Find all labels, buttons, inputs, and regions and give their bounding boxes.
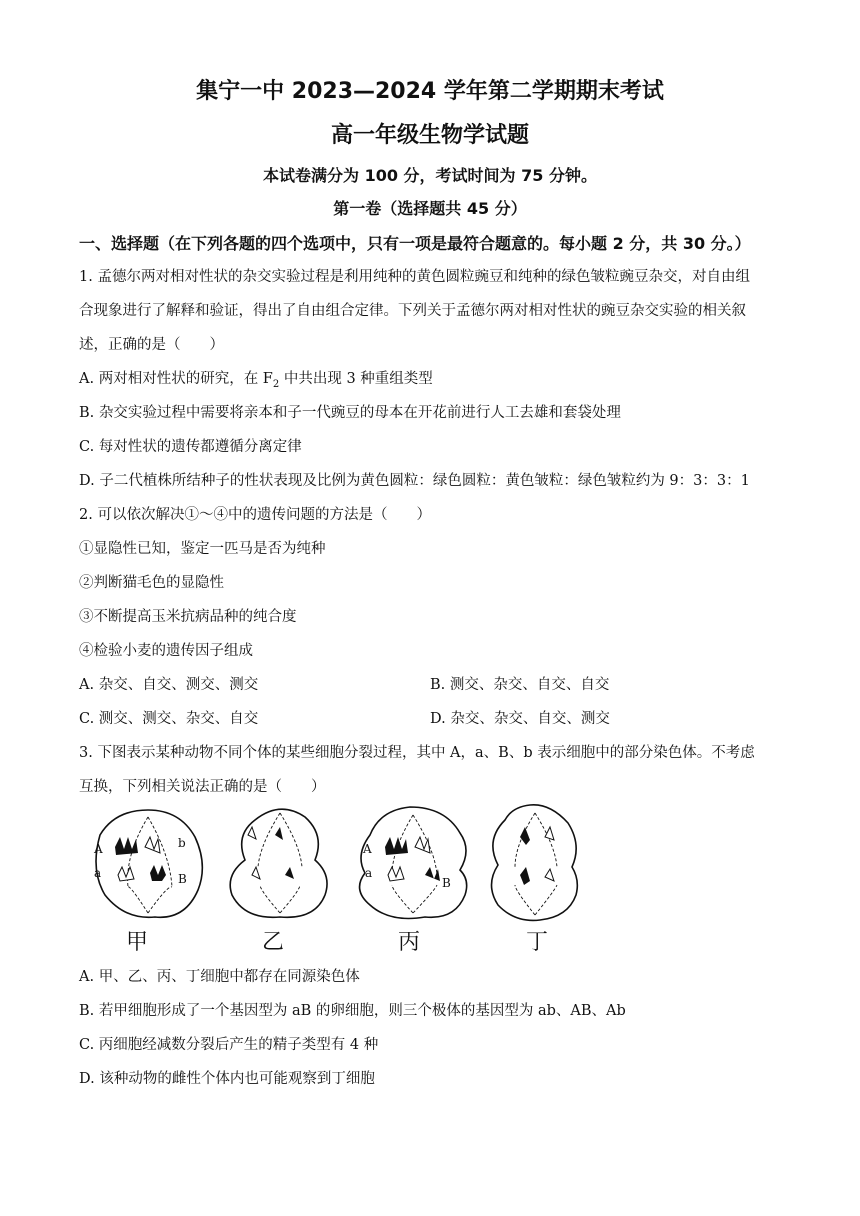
q2-item-4: ④检验小麦的遗传因子组成 [79,643,253,659]
q3-option-a: A. 甲、乙、丙、丁细胞中都存在同源染色体 [79,969,360,985]
volume-heading: 第一卷（选择题共 45 分） [333,199,527,218]
q2-stem: 2. 可以依次解决①～④中的遗传问题的方法是（ ） [79,507,431,523]
chrom-label-a-jia: a [94,866,102,880]
cell-ding-outline [492,805,578,921]
q1-stem-line-1: 1. 孟德尔两对相对性状的杂交实验过程是利用纯种的黄色圆粒豌豆和纯种的绿色皱粒豌豆杂交，对自由组 [79,269,750,285]
q2-item-1: ①显隐性已知，鉴定一匹马是否为纯种 [79,541,326,557]
cell-label-jia: 甲 [126,930,149,955]
q2-option-a: A. 杂交、自交、测交、测交 [79,677,259,693]
q1-option-c: C. 每对性状的遗传都遵循分离定律 [79,439,302,455]
q3-option-c: C. 丙细胞经减数分裂后产生的精子类型有 4 种 [79,1037,379,1053]
chrom-label-B-jia: B [178,872,187,886]
cell-label-yi: 乙 [262,930,285,955]
q1-option-a-sub: 2 [272,378,280,390]
chrom-label-B-bing: B [442,876,451,890]
q3-stem-line-2: 互换，下列相关说法正确的是（ ） [79,779,326,795]
cell-bing-outline [360,807,467,919]
chrom-label-a-bing: a [365,866,373,880]
exam-subtitle: 高一年级生物学试题 [330,123,529,148]
q1-option-a [79,367,433,390]
q3-option-b: B. 若甲细胞形成了一个基因型为 aB 的卵细胞，则三个极体的基因型为 ab、AB、Ab [79,1003,626,1019]
q1-stem-line-2: 合现象进行了解释和验证，得出了自由组合定律。下列关于孟德尔两对相对性状的豌豆杂交实验的相关叙 [79,303,746,319]
q2-option-c: C. 测交、测交、杂交、自交 [79,711,259,727]
cell-label-bing: 丙 [398,930,421,955]
exam-info: 本试卷满分为 100 分，考试时间为 75 分钟。 [263,166,597,185]
q2-item-2: ②判断猫毛色的显隐性 [79,575,224,591]
cell-division-figure [80,795,600,955]
q2-item-3: ③不断提高玉米抗病品种的纯合度 [79,609,297,625]
q2-option-d: D. 杂交、杂交、自交、测交 [430,711,610,727]
q1-option-a-pre: A. 两对相对性状的研究，在 F [79,371,273,387]
chrom-label-A-bing: A [363,842,372,856]
cell-jia-outline [96,810,202,917]
q3-stem-line-1: 3. 下图表示某种动物不同个体的某些细胞分裂过程，其中 A，a、B、b 表示细胞中的部分染色体。不考虑 [79,745,755,761]
cell-yi-outline [230,809,327,917]
cell-label-ding: 丁 [526,930,549,955]
q1-option-b: B. 杂交实验过程中需要将亲本和子一代豌豆的母本在开花前进行人工去雄和套袋处理 [79,405,621,421]
section-heading: 一、选择题（在下列各题的四个选项中，只有一项是最符合题意的。每小题 2 分，共 30 分。） [79,234,751,253]
q2-option-b: B. 测交、杂交、自交、自交 [430,677,610,693]
chrom-label-b-jia: b [178,836,186,850]
q1-option-a-post: 中共出现 3 种重组类型 [279,371,433,387]
q3-option-d: D. 该种动物的雌性个体内也可能观察到丁细胞 [79,1071,375,1087]
q1-stem-line-3: 述，正确的是（ ） [79,337,224,353]
chrom-label-A-jia: A [94,842,103,856]
q1-option-d: D. 子二代植株所结种子的性状表现及比例为黄色圆粒：绿色圆粒：黄色皱粒：绿色皱粒约为 9：3：3：1 [79,473,750,489]
exam-title: 集宁一中 2023—2024 学年第二学期期末考试 [196,79,664,104]
